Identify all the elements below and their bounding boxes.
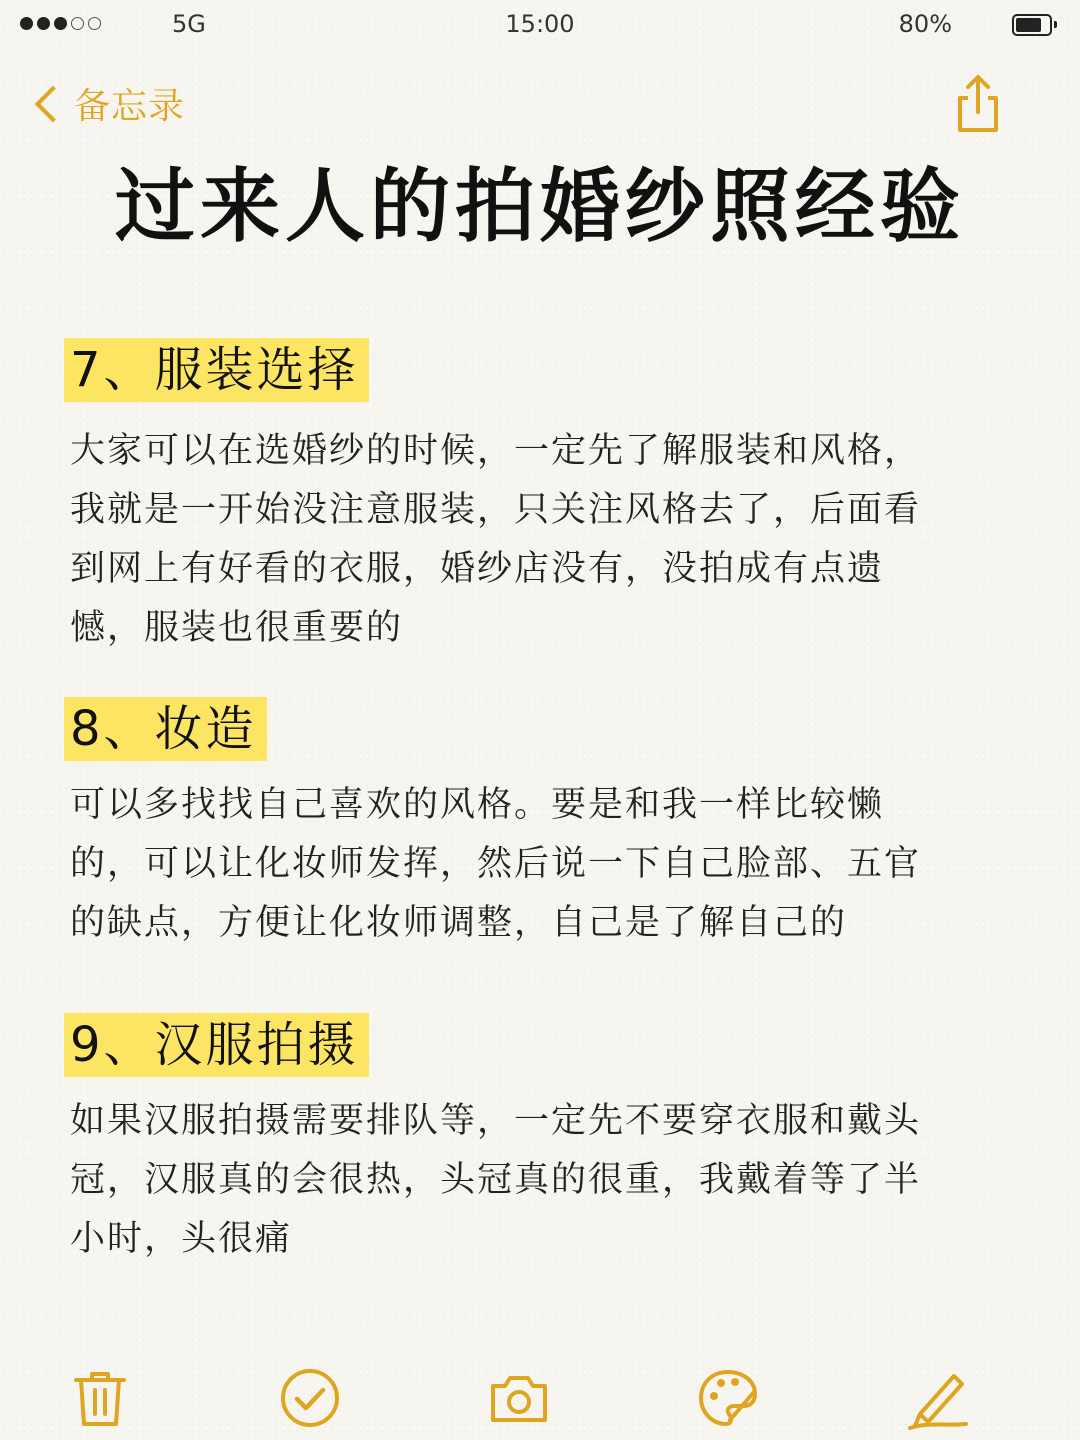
clock: 15:00 <box>505 10 575 38</box>
body-line: 大家可以在选婚纱的时候，一定先了解服装和风格， <box>70 431 922 471</box>
palette-icon[interactable] <box>696 1366 760 1430</box>
body-line: 如果汉服拍摄需要排队等，一定先不要穿衣服和戴头 <box>70 1101 922 1141</box>
chevron-left-icon <box>35 85 72 122</box>
body-line: 到网上有好看的衣服，婚纱店没有，没拍成有点遗 <box>70 549 885 589</box>
pen-icon[interactable] <box>906 1366 970 1430</box>
camera-icon[interactable] <box>487 1366 551 1430</box>
battery-percentage: 80% <box>898 10 952 38</box>
section-body-hanfu <box>70 1092 1020 1269</box>
network-type: 5G <box>172 10 206 38</box>
share-icon[interactable] <box>946 72 1010 136</box>
battery-icon <box>1012 14 1052 36</box>
status-bar <box>0 0 1080 52</box>
note-title: 过来人的拍婚纱照经验 <box>115 160 965 253</box>
body-line: 冠，汉服真的会很热，头冠真的很重，我戴着等了半 <box>70 1160 922 1200</box>
trash-icon[interactable] <box>68 1366 132 1430</box>
body-line: 的缺点，方便让化妆师调整，自己是了解自己的 <box>70 903 848 943</box>
section-heading-makeup: 8、妆造 <box>64 697 267 761</box>
body-line: 我就是一开始没注意服装，只关注风格去了，后面看 <box>70 490 922 530</box>
body-line: 的，可以让化妆师发挥，然后说一下自己脸部、五官 <box>70 844 922 884</box>
section-heading-clothing: 7、服装选择 <box>64 338 369 402</box>
back-button[interactable] <box>30 78 185 129</box>
body-line: 可以多找找自己喜欢的风格。要是和我一样比较懒 <box>70 785 885 825</box>
body-line: 憾，服装也很重要的 <box>70 608 404 648</box>
section-heading-hanfu: 9、汉服拍摄 <box>64 1013 369 1077</box>
back-button-label: 备忘录 <box>74 86 186 127</box>
battery-level-fill <box>1016 18 1041 32</box>
section-body-makeup <box>70 776 1020 953</box>
battery-cap <box>1054 21 1057 28</box>
body-line: 小时，头很痛 <box>70 1219 293 1259</box>
section-body-clothing <box>70 422 1020 658</box>
checklist-icon[interactable] <box>278 1366 342 1430</box>
